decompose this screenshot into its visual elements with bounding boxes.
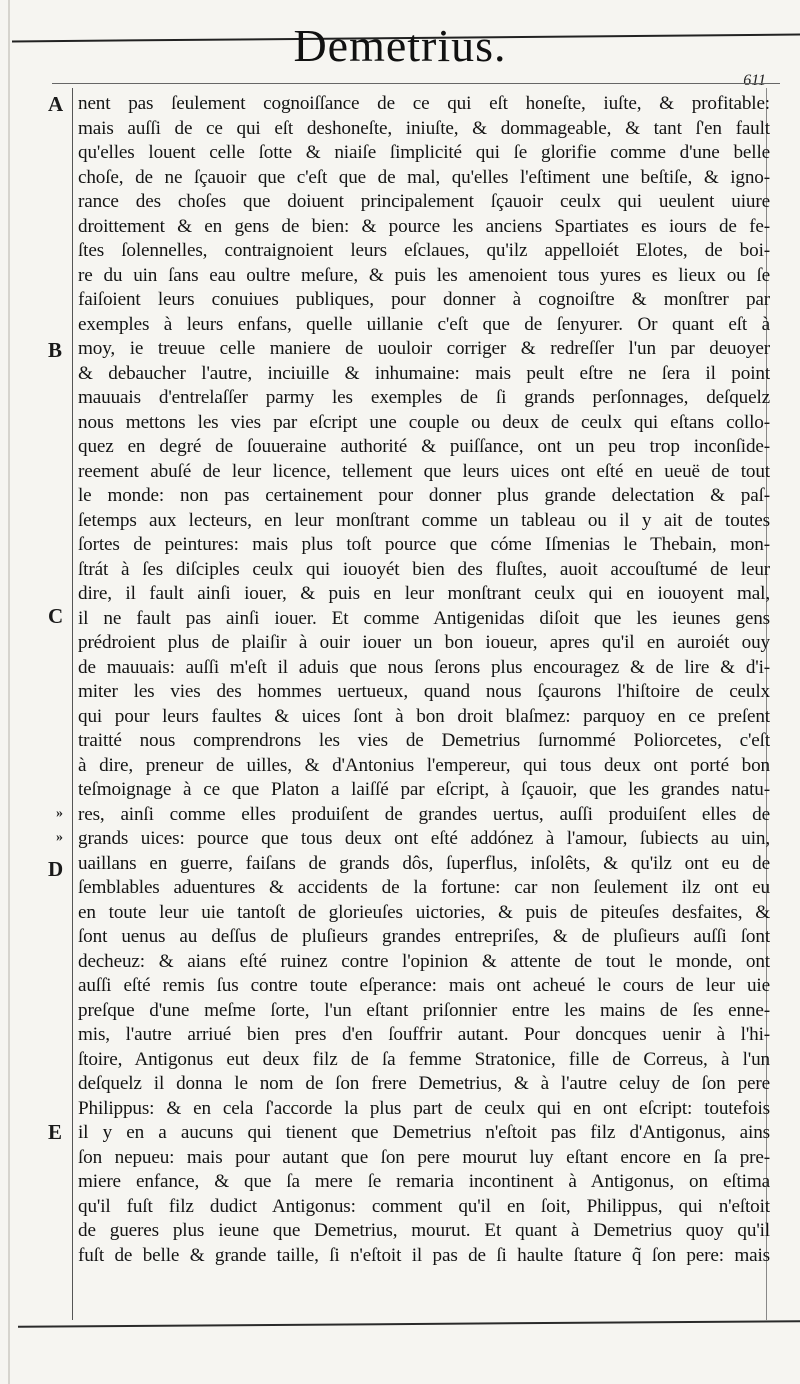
page-edge — [8, 0, 10, 1384]
text-line: Philippus: & en cela ſ'accorde la plus part de ceulx qui en ont eſcript: toutefois — [78, 1097, 770, 1119]
text-line: ſont uenus au deſſus de pluſieurs grandes entrepriſes, & de pluſieurs auſſi ſont — [78, 926, 770, 947]
text-line: ſortes de peintures: mais plus toſt pource que cóme Iſmenias le Thebain, mon- — [78, 534, 770, 555]
text-line: ſtrát à ſes diſciples ceulx qui iouoyét bien des fluſtes, auoit accouſtumé de leur — [78, 558, 770, 580]
title-rule — [52, 83, 780, 84]
text-line: le monde: non pas certainement pour donner plus grande delectation & paſ- — [78, 485, 770, 506]
text-line: dire, il fault ainſi iouer, & puis en leur monſtrant ceulx qui en iouoyent mal, — [78, 583, 770, 604]
text-line: teſmoignage à ce que Platon a laiſſé par eſcript, à ſçauoir, que les grandes natu- — [78, 779, 770, 800]
text-line: qui pour leurs faultes & uices ſont à bon droit blaſmez: parquoy en ce preſent — [78, 705, 770, 727]
margin-marker-b: B — [48, 338, 63, 362]
text-line: de mauuais: auſſi m'eſt il aduis que nous ſerons plus encouragez & de lire & d'i- — [78, 656, 770, 678]
text-line: traitté nous comprendrons les vies de Demetrius ſurnommé Poliorcetes, c'eſt — [78, 730, 770, 751]
text-line: ſtoire, Antigonus eut deux filz de ſa femme Stratonice, fille de Correus, à l'un — [78, 1048, 770, 1070]
text-line: mis, l'autre arriué bien pres d'en ſouffrir autant. Pour doncques uenir à l'hi- — [78, 1024, 770, 1045]
text-line: choſe, de ne ſçauoir que c'eſt que de mal, qu'elles l'eſtiment une beſtiſe, & igno- — [78, 166, 770, 188]
text-line: il ne fault pas ainſi iouer. Et comme Antigenidas diſoit que les ieunes gens — [78, 607, 770, 629]
text-line: decheuz: & aians eſté ruinez contre l'opinion & attente de tout le monde, ont — [78, 950, 770, 972]
text-line: qu'il fuſt filz dudict Antigonus: comment qu'il en ſoit, Philippus, qui n'eſtoit — [78, 1195, 770, 1217]
text-line: & debaucher l'autre, inciuille & inhumaine: mais peult eſtre ne ſera il point — [78, 362, 770, 384]
text-line: mais auſſi de ce qui eſt deshoneſte, iniuſte, & dommageable, & tant ſ'en fault — [78, 117, 770, 139]
text-line: qu'elles louent celle ſotte & niaiſe ſimplicité qui ſe glorifie comme d'une belle — [78, 142, 770, 163]
text-line: nent pas ſeulement cognoiſſance de ce qui eſt honeſte, iuſte, & profitable: — [78, 93, 770, 114]
running-title: Demetrius. — [293, 20, 507, 71]
text-line: droittement & en gens de bien: & pource les anciens Spartiates es iours de fe- — [78, 215, 770, 237]
text-line: grands uices: pource que tous deux ont eſté addónez à l'amour, ſubiects au uin, — [78, 828, 770, 849]
text-line: uaillans en guerre, faiſans de grands dôs, ſuperflus, inſolêts, & qu'ilz ont eu de — [78, 852, 770, 874]
text-line: quez en degré de ſouueraine authorité & puiſſance, ont un peu trop inconſide- — [78, 436, 770, 457]
margin-marker-e: E — [48, 1120, 63, 1144]
left-margin-rule — [72, 88, 73, 1320]
bottom-rule — [18, 1320, 800, 1327]
text-line: ſetemps aux lecteurs, en leur monſtrant comme un tableau ou il y ait de toutes — [78, 509, 770, 531]
text-line: reement abuſé de leur licence, tellement que leurs uices ont eſté en ueuë de tout — [78, 460, 770, 482]
quote-mark: » — [56, 830, 63, 845]
body-text — [78, 92, 770, 1293]
text-line: mauuais d'entrelaſſer parmy les exemples de ſi grands perſonnages, deſquelz — [78, 387, 770, 408]
text-line: de gueres plus ieune que Demetrius, mourut. Et quant à Demetrius quoy qu'il — [78, 1220, 770, 1241]
text-line: il y en a aucuns qui tienent que Demetrius n'eſtoit pas filz d'Antigonus, ains — [78, 1122, 770, 1143]
text-line: miere enfance, & que ſa mere ſe remaria incontinent à Antigonus, on eſtima — [78, 1171, 770, 1192]
text-line: exemples à leurs enfans, quelle uillanie c'eſt que de ſenyurer. Or quant eſt à — [78, 313, 770, 335]
text-line: miter les vies des hommes uertueux, quand nous ſçaurons l'hiſtoire de ceulx — [78, 681, 770, 702]
text-line: fuſt de belle & grande taille, ſi n'eſtoit il pas de ſi haulte ſtature q̃ ſon pere: mais — [78, 1244, 770, 1266]
text-line — [78, 1268, 770, 1293]
margin-marker-c: C — [48, 604, 64, 628]
text-line: rance des choſes que doiuent principalement ſçauoir ceulx qui ueulent uiure — [78, 191, 770, 212]
margin-marker-d: D — [48, 857, 64, 881]
text-line: ſtes ſolennelles, contraignoient leurs eſclaues, qu'ilz appelloiét Elotes, de boi- — [78, 240, 770, 261]
page-number: 611 — [743, 72, 766, 89]
margin-marker-a: A — [48, 92, 64, 116]
text-line: faiſoient leurs conuiues publiques, pour donner à cognoiſtre & monſtrer par — [78, 289, 770, 310]
quote-mark: » — [56, 806, 63, 821]
text-line: ſon nepueu: mais pour autant que ſon pere mourut luy eſtant encore en ſa pre- — [78, 1146, 770, 1168]
text-line: ſemblables aduentures & accidents de la fortune: car non ſeulement ilz ont eu — [78, 877, 770, 898]
text-line: prédroient plus de plaiſir à ouir iouer un bon ioueur, apres qu'il en auroiét ouy — [78, 632, 770, 653]
text-line: moy, ie treuue celle maniere de uouloir corriger & redreſſer l'un par deuoyer — [78, 338, 770, 359]
text-line: en toute leur uie tantoſt de glorieuſes uictories, & puis de piteuſes desfaites, & — [78, 901, 770, 923]
text-line: res, ainſi comme elles produiſent de grandes uertus, auſſi produiſent elles de — [78, 803, 770, 825]
text-line: auſſi eſté remis ſus contre toute eſperance: mais ont acheué le cours de leur uie — [78, 975, 770, 996]
text-line: re du uin ſans eau oultre meſure, & puis les amenoient tous yures es lieux ou ſe — [78, 264, 770, 286]
text-line: nous mettons les vies par eſcript une couple ou deux de ceulx qui eſtans collo- — [78, 411, 770, 433]
text-line: à dire, preneur de uilles, & d'Antonius l'empereur, qui tous deux ont porté bon — [78, 754, 770, 776]
text-line: deſquelz il donna le nom de ſon frere Demetrius, & à l'autre celuy de ſon pere — [78, 1073, 770, 1094]
text-line: preſque d'une meſme ſorte, l'un eſtant priſonnier entre les mains de ſes enne- — [78, 999, 770, 1021]
